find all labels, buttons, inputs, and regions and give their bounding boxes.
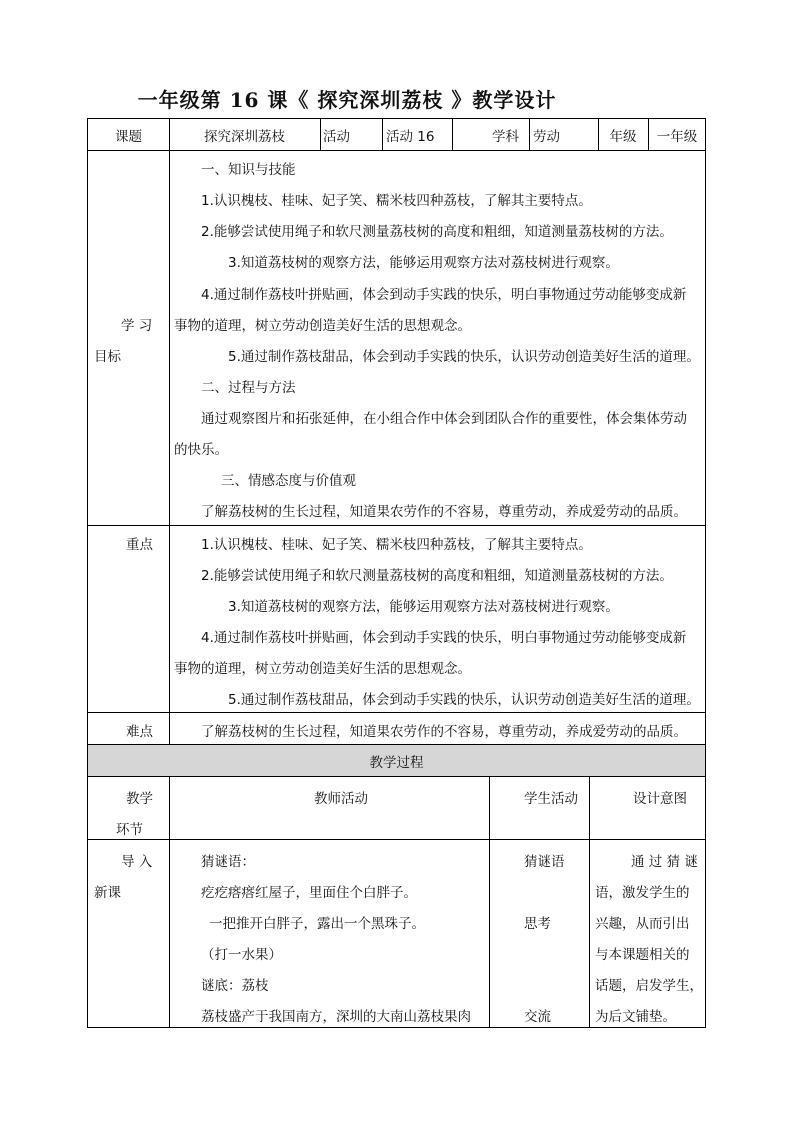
intent-line-5: 话题，启发学生， <box>595 978 703 994</box>
intro-stage-2: 新课 <box>94 885 121 901</box>
key-line-3: 3.知道荔枝树的观察方法，能够运用观察方法对荔枝树进行观察。 <box>228 599 619 615</box>
col-stage-1: 教学 <box>126 791 153 807</box>
goal-line-4: 3.知道荔枝树的观察方法，能够运用观察方法对荔枝树进行观察。 <box>228 255 619 271</box>
document-title: 一年级第 16 课《 探究深圳荔枝 》教学设计 <box>137 88 557 112</box>
key-line-4: 4.通过制作荔枝叶拼贴画，体会到动手实践的快乐，明白事物通过劳动能够变成新 <box>201 630 687 646</box>
activity-label: 活动 <box>323 128 350 145</box>
key-points-label: 重点 <box>126 537 153 553</box>
key-line-6: 5.通过制作荔枝甜品，体会到动手实践的快乐，认识劳动创造美好生活的道理。 <box>228 692 700 708</box>
teacher-line-6: 荔枝盛产于我国南方，深圳的大南山荔枝果肉 <box>201 1009 471 1025</box>
goals-row <box>87 150 706 525</box>
grade-label: 年级 <box>609 128 637 145</box>
goals-label-1: 学 习 <box>121 318 153 334</box>
col-teacher: 教师活动 <box>314 791 368 807</box>
goal-line-12: 了解荔枝树的生长过程，知道果农劳作的不容易，尊重劳动，养成爱劳动的品质。 <box>201 504 687 520</box>
col-student: 学生活动 <box>524 791 578 807</box>
teacher-line-3: 一把推开白胖子，露出一个黑珠子。 <box>209 916 425 932</box>
subject-label: 学科 <box>492 128 519 145</box>
intent-line-1: 通 过 猜 谜 <box>631 854 698 870</box>
goal-line-6: 事物的道理，树立劳动创造美好生活的思想观念。 <box>174 318 471 334</box>
goal-line-2: 1.认识槐枝、桂味、妃子笑、糯米枝四种荔枝，了解其主要特点。 <box>201 193 592 209</box>
process-heading: 教学过程 <box>369 754 424 771</box>
activity-value: 活动 16 <box>386 128 435 145</box>
difficulty-label: 难点 <box>126 724 153 740</box>
lesson-label: 课题 <box>115 128 142 145</box>
intro-row <box>87 839 706 1027</box>
teacher-line-1: 猜谜语： <box>201 854 255 870</box>
student-line-1: 猜谜语 <box>524 854 565 870</box>
key-line-2: 2.能够尝试使用绳子和软尺测量荔枝树的高度和粗细，知道测量荔枝树的方法。 <box>201 568 673 584</box>
student-line-2: 思考 <box>524 916 551 932</box>
goal-line-9: 通过观察图片和拓张延伸，在小组合作中体会到团队合作的重要性，体会集体劳动 <box>201 411 687 427</box>
goal-line-10: 的快乐。 <box>174 442 228 458</box>
subject-value: 劳动 <box>533 128 560 145</box>
goal-line-11: 三、情感态度与价值观 <box>221 473 356 489</box>
teacher-line-5: 谜底：荔枝 <box>201 978 269 994</box>
table-bottom-border <box>87 1027 706 1028</box>
key-line-1: 1.认识槐枝、桂味、妃子笑、糯米枝四种荔枝，了解其主要特点。 <box>201 537 592 553</box>
process-columns-row <box>87 776 706 839</box>
intent-line-4: 与本课题相关的 <box>595 947 690 963</box>
lesson-value: 探究深圳荔枝 <box>204 128 285 145</box>
goal-line-8: 二、过程与方法 <box>201 380 296 396</box>
grade-value: 一年级 <box>656 128 698 145</box>
difficulty-row <box>87 712 706 744</box>
difficulty-text: 了解荔枝树的生长过程，知道果农劳作的不容易，尊重劳动，养成爱劳动的品质。 <box>201 724 687 740</box>
process-heading-row <box>87 744 706 776</box>
teacher-line-4: （打一水果） <box>201 947 282 963</box>
student-line-3: 交流 <box>524 1009 551 1025</box>
key-line-5: 事物的道理，树立劳动创造美好生活的思想观念。 <box>174 661 471 677</box>
goal-line-5: 4.通过制作荔枝叶拼贴画，体会到动手实践的快乐，明白事物通过劳动能够变成新 <box>201 287 687 303</box>
col-intent: 设计意图 <box>633 791 687 807</box>
goals-label-2: 目标 <box>94 349 121 365</box>
col-stage-2: 环节 <box>116 822 143 838</box>
intent-line-6: 为后文铺垫。 <box>595 1009 676 1025</box>
goal-line-3: 2.能够尝试使用绳子和软尺测量荔枝树的高度和粗细，知道测量荔枝树的方法。 <box>201 224 673 240</box>
key-points-row <box>87 525 706 712</box>
header-row <box>87 118 706 150</box>
intro-stage-1: 导 入 <box>121 854 153 870</box>
intent-line-2: 语，激发学生的 <box>595 885 690 901</box>
goal-line-7: 5.通过制作荔枝甜品，体会到动手实践的快乐，认识劳动创造美好生活的道理。 <box>228 349 700 365</box>
teacher-line-2: 疙疙瘩瘩红屋子，里面住个白胖子。 <box>201 885 417 901</box>
goal-line-1: 一、知识与技能 <box>201 162 296 178</box>
intent-line-3: 兴趣，从而引出 <box>595 916 690 932</box>
